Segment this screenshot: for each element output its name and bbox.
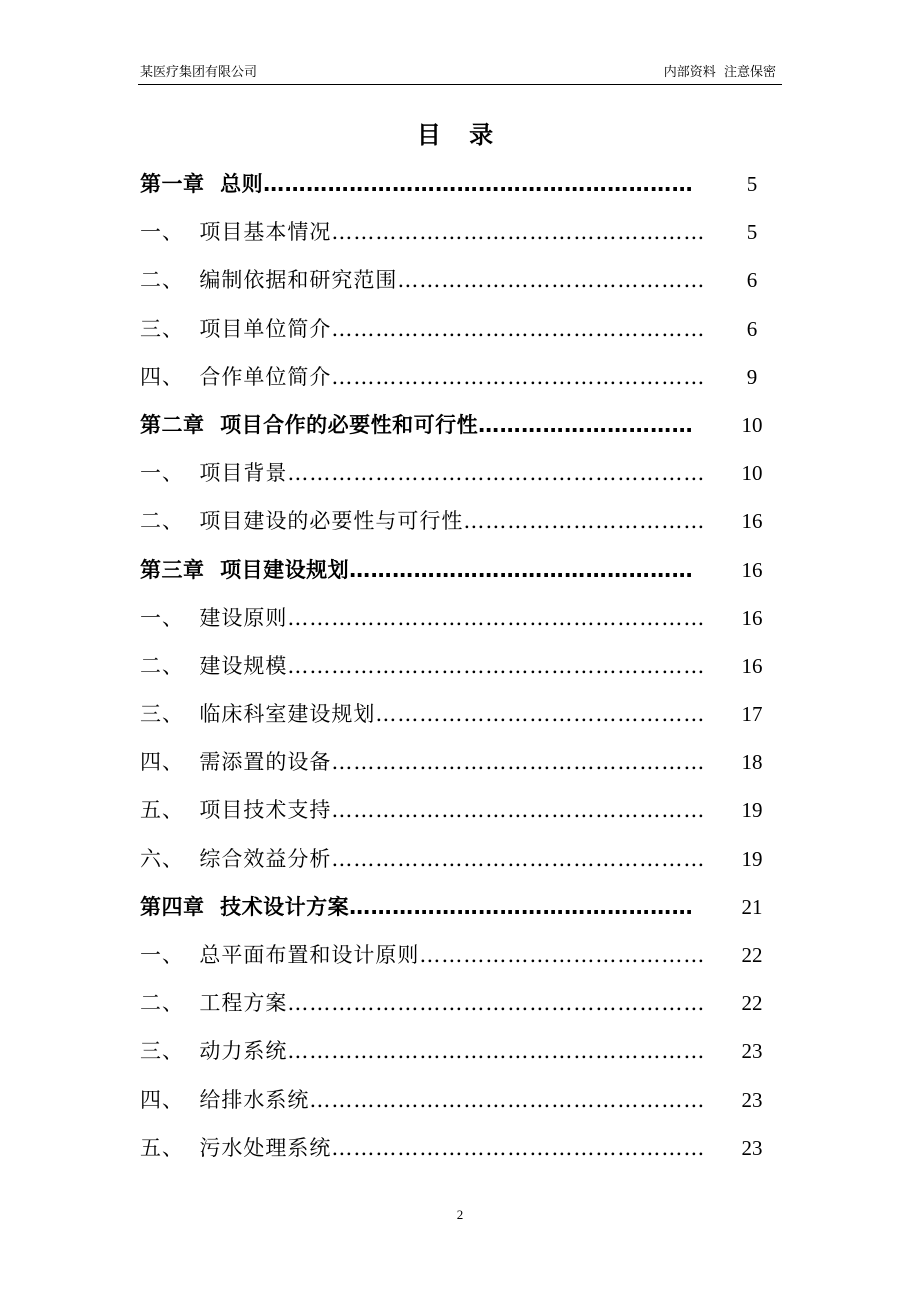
- toc-entry-title: 第二章 项目合作的必要性和可行性…………………………: [140, 412, 694, 437]
- toc-entry-title: 第三章 项目建设规划…………………………………………: [140, 557, 694, 582]
- toc-section-entry[interactable]: [138, 1124, 782, 1172]
- toc-entry-page: 21: [741, 894, 763, 919]
- toc-entry-title: 一、 总平面布置和设计原则…………………………………: [140, 943, 706, 967]
- toc-entry-page: 5: [746, 220, 758, 245]
- toc-entry-title: 一、 项目背景…………………………………………………: [140, 461, 706, 486]
- toc-entry-title: 四、 需添置的设备……………………………………………: [140, 750, 706, 775]
- toc-entry-title: 五、 项目技术支持……………………………………………: [140, 798, 706, 823]
- toc-section-entry[interactable]: [138, 208, 782, 256]
- toc-entry-page: 19: [741, 846, 763, 871]
- toc-entry-page: 16: [741, 605, 763, 630]
- toc-entry-page: 16: [741, 557, 763, 582]
- toc-entry-page: 16: [741, 653, 763, 678]
- toc-section-entry[interactable]: [138, 594, 782, 642]
- toc-section-entry[interactable]: [138, 305, 782, 353]
- page-header: [138, 64, 782, 85]
- toc-section-entry[interactable]: [138, 690, 782, 738]
- header-company-name: 某医疗集团有限公司: [140, 65, 258, 80]
- toc-entry-page: 10: [741, 412, 763, 437]
- toc-entry-title: 第四章 技术设计方案…………………………………………: [140, 894, 694, 919]
- toc-entry-page: 23: [741, 1087, 763, 1112]
- toc-entry-page: 6: [746, 316, 758, 341]
- toc-chapter-entry[interactable]: [138, 401, 782, 449]
- toc-section-entry[interactable]: [138, 931, 782, 979]
- toc-section-entry[interactable]: [138, 1027, 782, 1075]
- toc-entry-title: 一、 项目基本情况……………………………………………: [140, 220, 706, 245]
- toc-section-entry[interactable]: [138, 786, 782, 834]
- toc-entry-title: 三、 动力系统…………………………………………………: [140, 1039, 706, 1064]
- toc-entry-title: 第一章 总则……………………………………………………: [140, 172, 694, 196]
- toc-entry-page: 22: [741, 991, 763, 1016]
- toc-section-entry[interactable]: [138, 979, 782, 1027]
- toc-entry-title: 六、 综合效益分析……………………………………………: [140, 846, 706, 871]
- toc-section-entry[interactable]: [138, 642, 782, 690]
- toc-entry-page: 22: [741, 943, 763, 967]
- toc-title: 目 录: [416, 120, 504, 149]
- header-confidential-note: 内部资料 注意保密: [663, 65, 776, 80]
- toc-entry-page: 23: [741, 1039, 763, 1064]
- toc-chapter-entry[interactable]: [138, 883, 782, 931]
- toc-entry-page: 18: [741, 750, 763, 775]
- toc-section-entry[interactable]: [138, 835, 782, 883]
- toc-chapter-entry[interactable]: [138, 546, 782, 594]
- toc-section-entry[interactable]: [138, 497, 782, 545]
- toc-entry-title: 二、 编制依据和研究范围……………………………………: [140, 268, 706, 293]
- toc-entry-page: 17: [741, 702, 763, 727]
- toc-entry-title: 五、 污水处理系统……………………………………………: [140, 1135, 706, 1160]
- toc-section-entry[interactable]: [138, 1076, 782, 1124]
- toc-entry-title: 三、 项目单位简介……………………………………………: [140, 316, 706, 341]
- toc-chapter-entry[interactable]: [138, 160, 782, 208]
- page-number: 2: [456, 1207, 464, 1222]
- toc-entry-title: 四、 给排水系统………………………………………………: [140, 1087, 706, 1112]
- toc-entry-page: 9: [746, 364, 758, 389]
- table-of-contents: [138, 160, 782, 1172]
- toc-entry-page: 16: [741, 509, 763, 534]
- toc-section-entry[interactable]: [138, 449, 782, 497]
- toc-entry-page: 5: [746, 172, 758, 196]
- toc-entry-title: 四、 合作单位简介……………………………………………: [140, 364, 706, 389]
- toc-section-entry[interactable]: [138, 353, 782, 401]
- toc-entry-title: 二、 工程方案…………………………………………………: [140, 991, 706, 1016]
- toc-section-entry[interactable]: [138, 738, 782, 786]
- toc-section-entry[interactable]: [138, 256, 782, 304]
- toc-entry-title: 三、 临床科室建设规划………………………………………: [140, 702, 706, 727]
- toc-entry-title: 二、 建设规模…………………………………………………: [140, 653, 706, 678]
- toc-entry-title: 一、 建设原则…………………………………………………: [140, 605, 706, 630]
- toc-entry-page: 10: [741, 461, 763, 486]
- toc-entry-page: 19: [741, 798, 763, 823]
- toc-entry-page: 6: [746, 268, 758, 293]
- toc-entry-page: 23: [741, 1135, 763, 1160]
- toc-entry-title: 二、 项目建设的必要性与可行性……………………………: [140, 509, 706, 534]
